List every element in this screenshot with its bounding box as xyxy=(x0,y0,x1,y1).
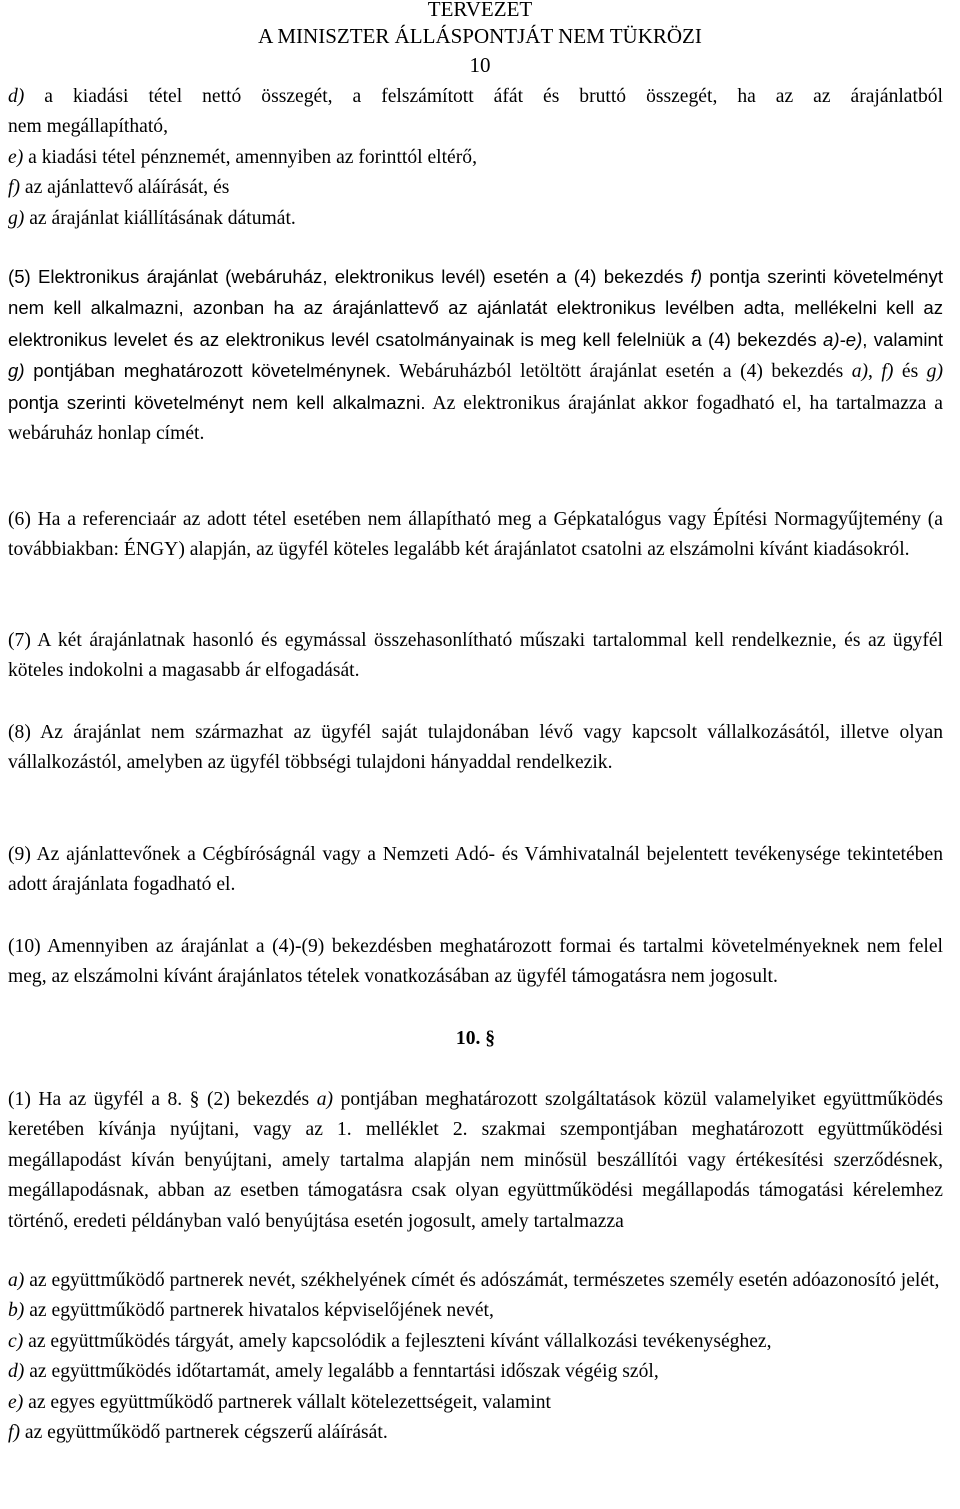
list-item-e: e) a kiadási tétel pénznemét, amennyiben az forinttól eltérő, xyxy=(8,146,477,168)
paragraph-10: (10) Amennyiben az árajánlat a (4)-(9) bekezdésben meghatározott formai és tartalmi követelményeknek nem felel meg, az elszámolni kívánt árajánlatos tételek vonatkozásában az ügyfél támogatásra nem jogosult. xyxy=(8,936,943,988)
paragraph-6: (6) Ha a referenciaár az adott tétel esetében nem állapítható meg a Gépkatalógus vagy Építési Normagyűjtemény (a továbbiakban: ÉNGY) alapján, az ügyfél köteles legalább két árajánlatot csatolni az elszámolni kívánt kiadásokról. xyxy=(8,509,943,561)
draft-header: TERVEZET xyxy=(427,0,533,21)
list-item-d: d) a kiadási tétel nettó összegét, a felszámított áfát és bruttó összegét, ha az az árajánlatból xyxy=(8,86,943,107)
list-item-f: f) az együttműködő partnerek cégszerű aláírását. xyxy=(8,1422,388,1444)
list-item-b: b) az együttműködő partnerek hivatalos képviselőjének nevét, xyxy=(8,1300,494,1322)
section-paragraph-1: (1) Ha az ügyfél a 8. § (2) bekezdés a) pontjában meghatározott szolgáltatások közül valamelyiket együttműködés keretében kívánja nyújtani, vagy az 1. melléklet 2. szakmai szempontjában meghatározott együttműködési megállapodást kíván benyújtani, amely tartalma alapján nem minősül beszállítói vagy értékesítési szerződésnek, megállapodásnak, abban az esetben támogatásra csak olyan együttműködési megállapodás támogatási kérelemhez történő, eredeti példányban való benyújtása esetén jogosult, amely tartalmazza xyxy=(8,1089,943,1232)
page-number: 10 xyxy=(469,53,491,77)
list-item-g: g) az árajánlat kiállításának dátumát. xyxy=(8,207,296,229)
list-item-c: c) az együttműködés tárgyát, amely kapcsolódik a fejleszteni kívánt vállalkozási tevékenységhez, xyxy=(8,1330,772,1352)
item-list-top: d) a kiadási tétel nettó összegét, a felszámított áfát és bruttó összegét, ha az az árajánlatból nem megállapítható, e) a kiadási tétel pénznemét, amennyiben az forinttól eltérő, f) az ajánlattevő aláírását, és g) az árajánlat kiállításának dátumát. xyxy=(8,82,943,234)
paragraph-7: (7) A két árajánlatnak hasonló és egymással összehasonlítható műszaki tartalommal kell rendelkeznie, és az ügyfél köteles indokolni a magasabb ár elfogadását. xyxy=(8,630,943,682)
section-symbol: § xyxy=(485,1028,496,1049)
paragraph-9: (9) Az ajánlattevőnek a Cégbíróságnál vagy a Nemzeti Adó- és Vámhivatalnál bejelentett tevékenysége tekintetében adott árajánlata fogadható el. xyxy=(8,844,943,896)
paragraph-8: (8) Az árajánlat nem származhat az ügyfél saját tulajdonában lévő vagy kapcsolt vállalkozásától, illetve olyan vállalkozástól, amelyben az ügyfél többségi tulajdoni hányaddal rendelkezik. xyxy=(8,722,943,774)
paragraph-5: (5) Elektronikus árajánlat (webáruház, elektronikus levél) esetén a (4) bekezdés f) pontja szerinti követelményt nem kell alkalmazni, azonban ha az árajánlattevő az ajánlatát elektronikus levélben adta, mellékelni kell az elektronikus levelet és az elektronikus levél csatolmányainak is meg kell felelniük a (4) bekezdés a)-e), valamint g) pontjában meghatározott követelménynek. Webáruházból letöltött árajánlat esetén a (4) bekezdés a), f) és g) pontja szerinti követelményt nem kell alkalmazni. Az elektronikus árajánlat akkor fogadható el, ha tartalmazza a webáruház honlap címét. xyxy=(8,266,944,445)
list-item-a: a) az együttműködő partnerek nevét, székhelyének címét és adószámát, természetes személy esetén adóazonosító jelét, xyxy=(8,1270,940,1291)
list-item-e: e) az egyes együttműködő partnerek vállalt kötelezettségeit, valamint xyxy=(8,1391,551,1413)
list-item-d: d) az együttműködés időtartamát, amely legalább a fenntartási időszak végéig szól, xyxy=(8,1361,659,1383)
section-number: 10. xyxy=(455,1028,481,1049)
section-heading xyxy=(8,1024,943,1054)
list-item-f: f) az ajánlattevő aláírását, és xyxy=(8,177,230,199)
disclaimer-header: A MINISZTER ÁLLÁSPONTJÁT NEM TÜKRÖZI xyxy=(258,24,702,48)
item-list-bottom xyxy=(8,1266,943,1448)
